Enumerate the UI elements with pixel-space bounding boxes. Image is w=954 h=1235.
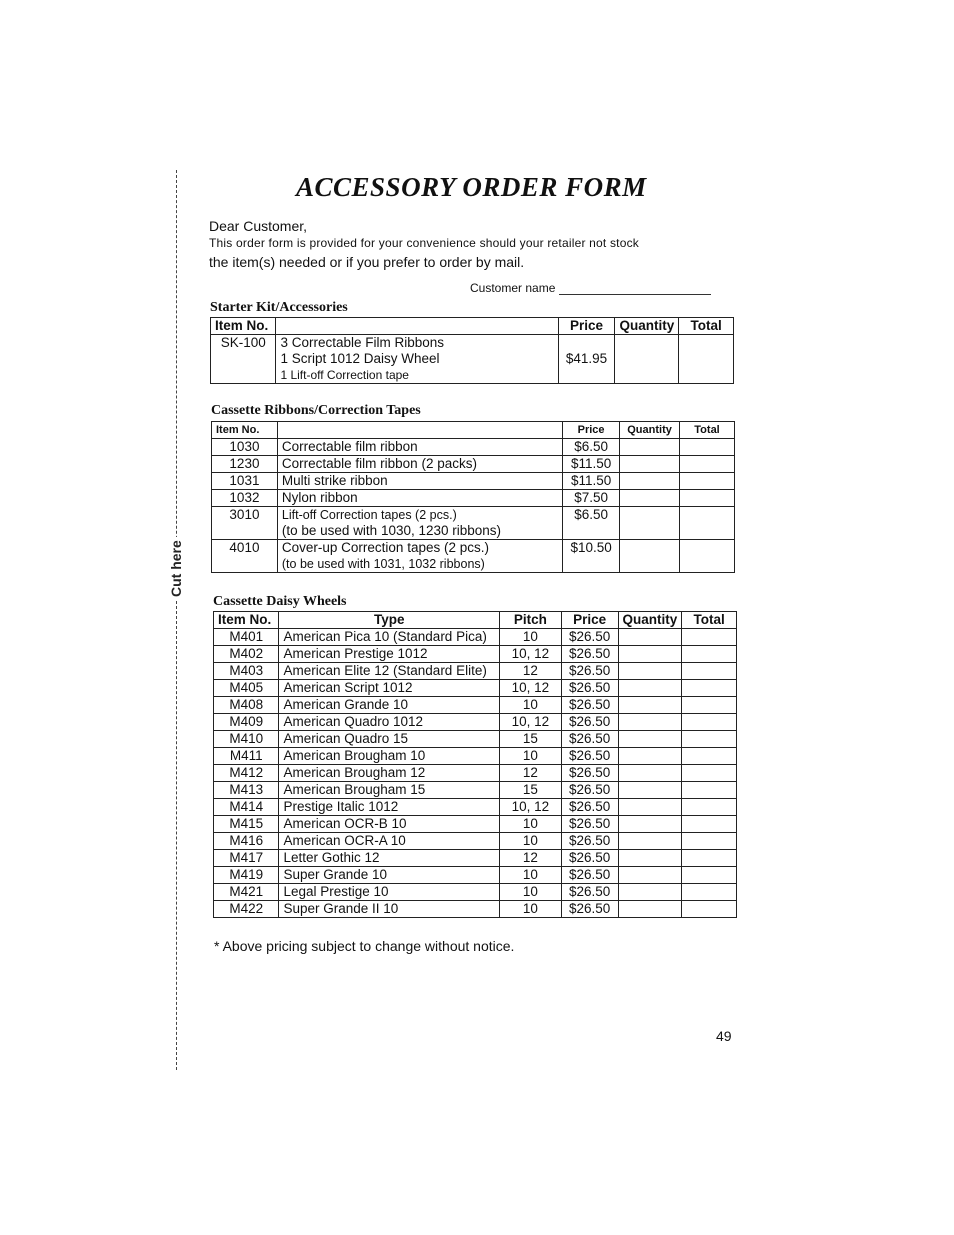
table-row — [214, 629, 737, 646]
wheels-type-header: Type — [279, 612, 500, 629]
table-row — [214, 782, 737, 799]
qty-cell[interactable] — [618, 697, 682, 714]
qty-cell[interactable] — [618, 850, 682, 867]
item-price: $26.50 — [561, 782, 618, 799]
wheel-type: American Elite 12 (Standard Elite) — [279, 663, 500, 680]
page-number: 49 — [716, 1028, 732, 1044]
qty-cell[interactable] — [620, 490, 680, 507]
starter-line: 1 Script 1012 Daisy Wheel — [280, 351, 440, 366]
qty-cell[interactable] — [618, 663, 682, 680]
qty-cell[interactable] — [618, 680, 682, 697]
item-price: $26.50 — [561, 714, 618, 731]
item-desc-main: Cover-up Correction tapes (2 pcs.) — [281, 540, 489, 555]
table-row — [212, 456, 735, 473]
total-cell[interactable] — [682, 782, 737, 799]
item-price: $26.50 — [561, 901, 618, 918]
qty-cell[interactable] — [618, 748, 682, 765]
wheel-pitch: 15 — [500, 731, 562, 748]
page-title: ACCESSORY ORDER FORM — [296, 172, 647, 202]
item-desc — [277, 507, 562, 540]
item-no: 4010 — [212, 540, 278, 573]
qty-cell[interactable] — [620, 439, 680, 456]
item-desc-note: (to be used with 1031, 1032 ribbons) — [281, 557, 485, 571]
table-row — [214, 850, 737, 867]
wheel-type: American Grande 10 — [279, 697, 500, 714]
table-row — [214, 680, 737, 697]
wheel-pitch: 10, 12 — [500, 646, 562, 663]
item-no: M409 — [214, 714, 279, 731]
wheel-type: American Script 1012 — [279, 680, 500, 697]
item-price: $26.50 — [561, 697, 618, 714]
item-no: M413 — [214, 782, 279, 799]
ribbons-table — [211, 421, 735, 573]
customer-name-field[interactable] — [559, 284, 711, 295]
wheel-pitch: 10 — [500, 697, 562, 714]
item-desc — [277, 540, 562, 573]
qty-cell[interactable] — [620, 507, 680, 540]
starter-price: $41.95 — [558, 335, 615, 384]
table-row — [212, 507, 735, 540]
item-desc-note: (to be used with 1030, 1230 ribbons) — [281, 523, 502, 538]
total-cell[interactable] — [682, 799, 737, 816]
table-row — [214, 714, 737, 731]
item-no: M419 — [214, 867, 279, 884]
wheels-price-header: Price — [561, 612, 618, 629]
starter-heading: Starter Kit/Accessories — [210, 300, 348, 315]
greeting: Dear Customer, — [209, 218, 308, 234]
wheel-type: American Prestige 1012 — [279, 646, 500, 663]
wheel-pitch: 10, 12 — [500, 799, 562, 816]
table-row — [214, 884, 737, 901]
wheel-type: American Brougham 10 — [279, 748, 500, 765]
total-cell[interactable] — [680, 473, 735, 490]
item-price: $26.50 — [561, 816, 618, 833]
starter-item-header: Item No. — [211, 318, 276, 335]
total-cell[interactable] — [682, 697, 737, 714]
wheel-pitch: 10 — [500, 867, 562, 884]
item-price: $26.50 — [561, 850, 618, 867]
wheel-type: Letter Gothic 12 — [279, 850, 500, 867]
starter-total-header: Total — [679, 318, 734, 335]
item-no: 1030 — [212, 439, 278, 456]
item-no: M416 — [214, 833, 279, 850]
qty-cell[interactable] — [620, 473, 680, 490]
wheel-pitch: 10 — [500, 884, 562, 901]
item-no: M412 — [214, 765, 279, 782]
wheel-type: Prestige Italic 1012 — [279, 799, 500, 816]
qty-cell[interactable] — [618, 629, 682, 646]
table-row — [214, 748, 737, 765]
starter-line: 3 Correctable Film Ribbons — [280, 335, 445, 350]
wheel-type: American Brougham 12 — [279, 765, 500, 782]
qty-cell[interactable] — [618, 714, 682, 731]
item-no: M403 — [214, 663, 279, 680]
item-price: $26.50 — [561, 663, 618, 680]
item-price: $26.50 — [561, 629, 618, 646]
table-row — [214, 799, 737, 816]
starter-price-header: Price — [558, 318, 615, 335]
total-cell[interactable] — [682, 748, 737, 765]
item-price: $6.50 — [563, 439, 620, 456]
ribbons-heading: Cassette Ribbons/Correction Tapes — [211, 403, 421, 418]
starter-item: SK-100 — [211, 335, 276, 384]
qty-cell[interactable] — [618, 646, 682, 663]
total-cell[interactable] — [682, 901, 737, 918]
total-cell[interactable] — [682, 867, 737, 884]
wheels-total-header: Total — [682, 612, 737, 629]
wheels-table — [213, 611, 737, 918]
wheel-pitch: 15 — [500, 782, 562, 799]
item-no: M408 — [214, 697, 279, 714]
qty-cell[interactable] — [618, 799, 682, 816]
item-price: $26.50 — [561, 680, 618, 697]
item-no: M402 — [214, 646, 279, 663]
wheel-pitch: 10 — [500, 816, 562, 833]
wheel-type: Super Grande II 10 — [279, 901, 500, 918]
ribbons-price-header: Price — [563, 422, 620, 439]
table-row — [214, 901, 737, 918]
item-no: M405 — [214, 680, 279, 697]
wheel-pitch: 10 — [500, 748, 562, 765]
item-no: M411 — [214, 748, 279, 765]
qty-cell[interactable] — [618, 765, 682, 782]
starter-table — [210, 317, 734, 384]
item-price: $26.50 — [561, 799, 618, 816]
table-row — [214, 697, 737, 714]
item-no: M414 — [214, 799, 279, 816]
wheel-pitch: 10 — [500, 629, 562, 646]
table-row — [212, 540, 735, 573]
item-price: $7.50 — [563, 490, 620, 507]
wheels-qty-header: Quantity — [618, 612, 682, 629]
item-price: $10.50 — [563, 540, 620, 573]
starter-qty-header: Quantity — [615, 318, 679, 335]
qty-cell[interactable] — [618, 816, 682, 833]
item-price: $26.50 — [561, 867, 618, 884]
total-cell[interactable] — [680, 540, 735, 573]
table-row — [212, 439, 735, 456]
table-row — [212, 490, 735, 507]
starter-total-cell[interactable] — [679, 335, 734, 384]
item-price: $11.50 — [563, 456, 620, 473]
item-no: 1031 — [212, 473, 278, 490]
qty-cell[interactable] — [620, 456, 680, 473]
starter-desc — [276, 335, 558, 384]
table-row — [214, 867, 737, 884]
item-price: $26.50 — [561, 646, 618, 663]
item-price: $6.50 — [563, 507, 620, 540]
total-cell[interactable] — [682, 629, 737, 646]
item-price: $26.50 — [561, 884, 618, 901]
starter-qty-cell[interactable] — [615, 335, 679, 384]
wheel-type: American OCR-A 10 — [279, 833, 500, 850]
item-desc: Correctable film ribbon — [277, 439, 562, 456]
total-cell[interactable] — [680, 439, 735, 456]
item-price: $26.50 — [561, 731, 618, 748]
item-price: $26.50 — [561, 765, 618, 782]
wheel-pitch: 10 — [500, 901, 562, 918]
item-price: $11.50 — [563, 473, 620, 490]
total-cell[interactable] — [680, 456, 735, 473]
item-no: 1230 — [212, 456, 278, 473]
item-no: 1032 — [212, 490, 278, 507]
qty-cell[interactable] — [618, 833, 682, 850]
wheel-type: American Pica 10 (Standard Pica) — [279, 629, 500, 646]
qty-cell[interactable] — [618, 782, 682, 799]
wheel-type: Legal Prestige 10 — [279, 884, 500, 901]
cut-line — [176, 170, 177, 1070]
customer-name-label: Customer name — [470, 281, 556, 295]
total-cell[interactable] — [682, 646, 737, 663]
wheel-pitch: 12 — [500, 663, 562, 680]
qty-cell[interactable] — [618, 901, 682, 918]
wheels-pitch-header: Pitch — [500, 612, 562, 629]
item-no: M417 — [214, 850, 279, 867]
wheels-item-header: Item No. — [214, 612, 279, 629]
ribbons-total-header: Total — [680, 422, 735, 439]
total-cell[interactable] — [682, 816, 737, 833]
total-cell[interactable] — [682, 833, 737, 850]
item-desc: Nylon ribbon — [277, 490, 562, 507]
item-no: M401 — [214, 629, 279, 646]
item-price: $26.50 — [561, 748, 618, 765]
total-cell[interactable] — [682, 680, 737, 697]
item-no: M421 — [214, 884, 279, 901]
table-row — [214, 765, 737, 782]
wheel-type: Super Grande 10 — [279, 867, 500, 884]
pricing-footnote: * Above pricing subject to change without notice. — [214, 938, 515, 954]
wheel-type: American Brougham 15 — [279, 782, 500, 799]
item-no: M410 — [214, 731, 279, 748]
wheel-pitch: 12 — [500, 765, 562, 782]
qty-cell[interactable] — [620, 540, 680, 573]
table-row — [214, 833, 737, 850]
wheel-type: American Quadro 15 — [279, 731, 500, 748]
cut-here-label: Cut here — [168, 537, 184, 600]
total-cell[interactable] — [680, 490, 735, 507]
table-row — [214, 663, 737, 680]
total-cell[interactable] — [682, 850, 737, 867]
table-row — [214, 646, 737, 663]
total-cell[interactable] — [682, 714, 737, 731]
customer-name-row — [470, 281, 711, 295]
qty-cell[interactable] — [618, 884, 682, 901]
ribbons-qty-header: Quantity — [620, 422, 680, 439]
item-no: M422 — [214, 901, 279, 918]
wheel-type: American Quadro 1012 — [279, 714, 500, 731]
qty-cell[interactable] — [618, 867, 682, 884]
item-no: 3010 — [212, 507, 278, 540]
item-no: M415 — [214, 816, 279, 833]
table-row — [214, 816, 737, 833]
wheels-heading: Cassette Daisy Wheels — [213, 594, 347, 609]
item-desc: Correctable film ribbon (2 packs) — [277, 456, 562, 473]
total-cell[interactable] — [682, 731, 737, 748]
total-cell[interactable] — [682, 884, 737, 901]
wheel-pitch: 12 — [500, 850, 562, 867]
item-price: $26.50 — [561, 833, 618, 850]
wheel-pitch: 10, 12 — [500, 714, 562, 731]
table-row — [212, 473, 735, 490]
total-cell[interactable] — [680, 507, 735, 540]
wheel-pitch: 10 — [500, 833, 562, 850]
total-cell[interactable] — [682, 765, 737, 782]
starter-line: 1 Lift-off Correction tape — [280, 368, 409, 382]
wheel-pitch: 10, 12 — [500, 680, 562, 697]
total-cell[interactable] — [682, 663, 737, 680]
item-desc-main: Lift-off Correction tapes (2 pcs.) — [281, 508, 457, 522]
qty-cell[interactable] — [618, 731, 682, 748]
table-row — [214, 731, 737, 748]
intro-line-2: the item(s) needed or if you prefer to order by mail. — [209, 254, 525, 270]
ribbons-item-header: Item No. — [212, 422, 278, 439]
intro-line-1: This order form is provided for your convenience should your retailer not stock — [209, 236, 639, 250]
item-desc: Multi strike ribbon — [277, 473, 562, 490]
wheel-type: American OCR-B 10 — [279, 816, 500, 833]
